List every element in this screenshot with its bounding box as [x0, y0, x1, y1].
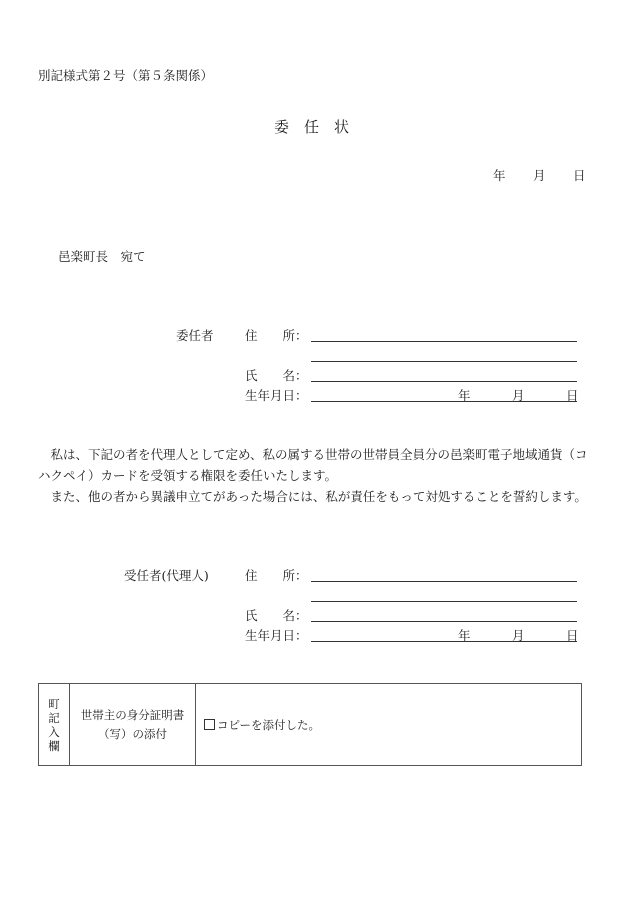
office-use-header	[39, 684, 70, 766]
page-title: 委 任 状	[274, 118, 350, 136]
body-paragraph-1: 私は、下記の者を代理人として定め、私の属する世帯の世帯員全員分の邑楽町電子地域通貨（コハクペイ）カードを受領する権限を委任いたします。	[38, 447, 588, 483]
delegator-birth-day: 日	[566, 388, 579, 403]
delegate-role: 受任者(代理人)	[124, 568, 209, 583]
header-char: 入	[48, 724, 60, 739]
delegate-name-label: 氏 名：	[245, 608, 308, 623]
office-use-table	[38, 683, 582, 766]
addressee: 邑楽町長 宛て	[58, 249, 146, 264]
date-day: 日	[573, 168, 586, 183]
delegator-address-line-1[interactable]	[311, 341, 577, 342]
delegate-address-line-2[interactable]	[311, 601, 577, 602]
copy-attached-label: コピーを添付した。	[217, 717, 321, 732]
item-line-1: 世帯主の身分証明書	[80, 707, 185, 722]
delegator-birth-label: 生年月日：	[245, 388, 308, 403]
delegate-address-line-1[interactable]	[311, 581, 577, 582]
table-row	[39, 684, 582, 766]
delegate-address-label: 住 所：	[245, 568, 308, 583]
header-char: 欄	[48, 738, 60, 753]
date-month: 月	[533, 168, 546, 183]
delegate-birth-month: 月	[512, 628, 525, 643]
delegate-birth-label: 生年月日：	[245, 628, 308, 643]
delegator-name-line[interactable]	[311, 381, 577, 382]
item-line-2: （写）の添付	[98, 726, 167, 741]
header-char: 記	[48, 710, 60, 725]
delegator-birth-month: 月	[512, 388, 525, 403]
delegate-name-line[interactable]	[311, 621, 577, 622]
delegator-address-line-2[interactable]	[311, 361, 577, 362]
delegate-birth-line[interactable]	[311, 641, 577, 642]
id-attachment-item	[70, 684, 196, 766]
id-attachment-value	[196, 684, 582, 766]
body-paragraph-2: また、他の者から異議申立てがあった場合には、私が責任をもって対処することを誓約します。	[50, 489, 587, 504]
delegator-birth-line[interactable]	[311, 401, 577, 402]
delegate-birth-year: 年	[458, 628, 471, 643]
delegator-name-label: 氏 名：	[245, 368, 308, 383]
header-char: 町	[48, 696, 60, 711]
delegator-birth-year: 年	[458, 388, 471, 403]
delegate-birth-day: 日	[566, 628, 579, 643]
form-number: 別記様式第２号（第５条関係）	[38, 68, 214, 83]
delegator-role: 委任者	[176, 328, 214, 343]
date-year: 年	[493, 168, 506, 183]
body-text	[38, 444, 590, 507]
delegator-address-label: 住 所：	[245, 328, 308, 343]
copy-attached-checkbox[interactable]	[204, 719, 215, 730]
